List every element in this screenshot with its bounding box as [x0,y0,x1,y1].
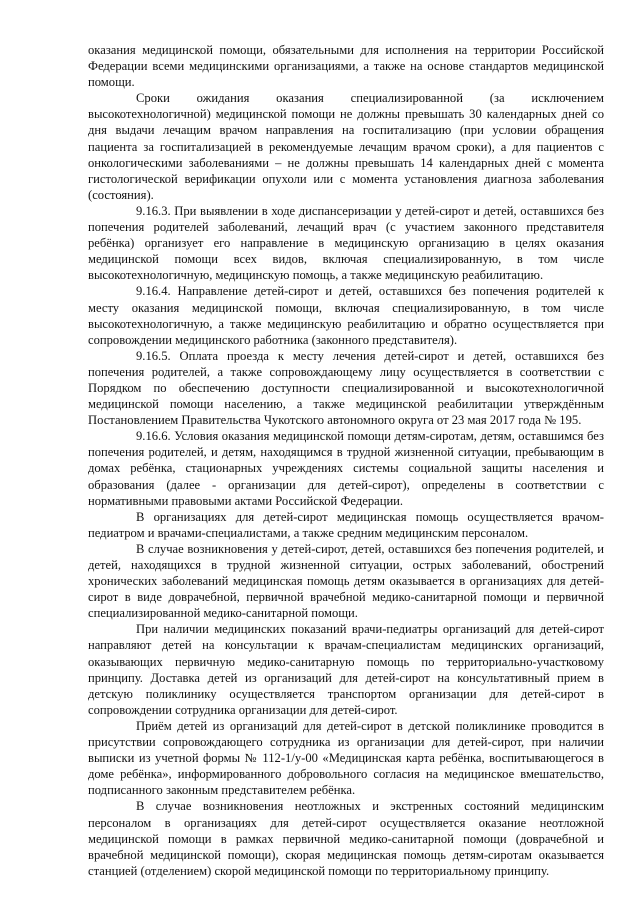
paragraph-9165: 9.16.5. Оплата проезда к месту лечения детей-сирот и детей, оставшихся без попечения родителей, а также сопровождающему лицу осуществляется в соответствии с Порядком по обеспечению доступности специализированной и высокотехнологичной медицинской помощи населению, а также медицинской реабилитации утверждённым Постановлением Правительства Чукотского автономного округа от 23 мая 2017 года № 195. [88,348,604,428]
document-body [88,42,604,879]
paragraph-reception: Приём детей из организаций для детей-сирот в детской поликлинике проводится в присутствии сопровождающего сотрудника из организации для детей-сирот, при наличии выписки из учетной формы № 112-1/у-00 «Медицинская карта ребёнка, воспитывающегося в доме ребёнка», информированного добровольного согласия на медицинское вмешательство, подписанного законным представителем ребёнка. [88,718,604,798]
paragraph-9163: 9.16.3. При выявлении в ходе диспансеризации у детей-сирот и детей, оставшихся без попечения родителей заболеваний, лечащий врач (с участием законного представителя ребёнка) организует его направление в медицинскую организацию в целях оказания медицинской помощи всех видов, включая специализированную, в том числе высокотехнологичную, медицинскую помощь, а также медицинскую реабилитацию. [88,203,604,283]
paragraph-indications: При наличии медицинских показаний врачи-педиатры организаций для детей-сирот направляют детей на консультации к врачам-специалистам медицинских организаций, оказывающих первичную медико-санитарную помощь по территориально-участковому принципу. Доставка детей из организаций для детей-сирот на консультативный прием в детскую поликлинику осуществляется транспортом организации для детей-сирот в сопровождении сотрудника организации для детей-сирот. [88,622,604,717]
paragraph-waiting: Сроки ожидания оказания специализированной (за исключением высокотехнологичной) медицинской помощи не должны превышать 30 календарных дней со дня выдачи лечащим врачом направления на госпитализацию (при условии обращения пациента за госпитализацией в рекомендуемые лечащим врачом сроки), а для пациентов с онкологическими заболеваниями – не должны превышать 14 календарных дней с момента гистологической верификации опухоли или с момента установления диагноза заболевания (состояния). [88,91,604,202]
paragraph-emergence: В случае возникновения у детей-сирот, детей, оставшихся без попечения родителей, и детей, находящихся в трудной жизненной ситуации, острых заболеваний, обострений хронических заболеваний медицинская помощь детям оказывается в организациях для детей-сирот в виде доврачебной, первичной врачебной медико-санитарной помощи и первичной специализированной медико-санитарной помощи. [88,541,604,621]
paragraph-urgent: В случае возникновения неотложных и экстренных состояний медицинским персоналом в организациях для детей-сирот осуществляется оказание неотложной медицинской помощи в рамках первичной медико-санитарной помощи (доврачебной и врачебной медицинской помощи), скорая медицинская помощь детям-сиротам оказывается станцией (отделением) скорой медицинской помощи по территориальному принципу. [88,799,604,878]
paragraph-9164: 9.16.4. Направление детей-сирот и детей, оставшихся без попечения родителей к месту оказания медицинской помощи, включая специализированную, в том числе высокотехнологичную, а также медицинскую реабилитацию и обратно осуществляется при сопровождении медицинского работника (законного представителя). [88,284,604,347]
paragraph-orgs: В организациях для детей-сирот медицинская помощь осуществляется врачом-педиатром и врачами-специалистами, а также средним медицинским персоналом. [88,509,604,540]
paragraph-9166: 9.16.6. Условия оказания медицинской помощи детям-сиротам, детям, оставшимся без попечения родителей, и детям, находящимся в трудной жизненной ситуации, пребывающим в домах ребёнка, стационарных учреждениях системы социальной защиты населения и образования (далее - организации для детей-сирот), определены в соответствии с нормативными правовыми актами Российской Федерации. [88,429,604,508]
paragraph-cont: оказания медицинской помощи, обязательными для исполнения на территории Российской Федерации всеми медицинскими организациями, а также на основе стандартов медицинской помощи. [88,43,604,90]
